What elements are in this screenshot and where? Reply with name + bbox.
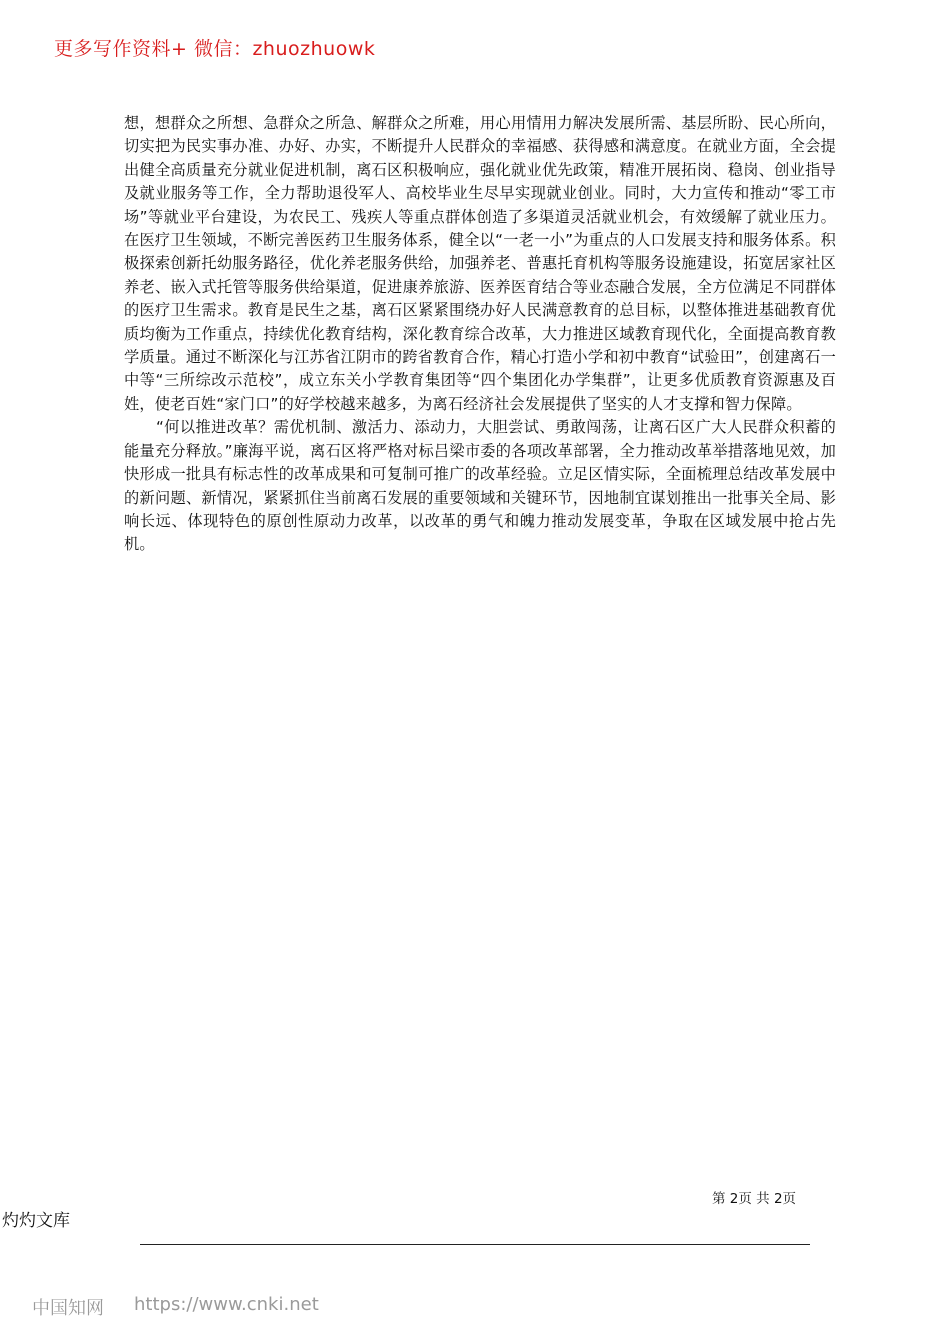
watermark-url: https://www.cnki.net [134, 1294, 319, 1315]
footer-divider [140, 1244, 810, 1245]
paragraph: “何以推进改革？需优机制、激活力、添动力，大胆尝试、勇敢闯荡，让离石区广大人民群众积蓄的能量充分释放。”廉海平说，离石区将严格对标吕梁市委的各项改革部署，全力推动改革举措落地见效，加快形成一批具有标志性的改革成果和可复制可推广的改革经验。立足区情实际，全面梳理总结改革发展中的新问题、新情况，紧紧抓住当前离石发展的重要领域和关键环节，因地制宜谋划推出一批事关全局、影响长远、体现特色的原创性原动力改革，以改革的勇气和魄力推动发展变革，争取在区域发展中抢占先机。 [124, 418, 836, 554]
library-name: 灼灼文库 [2, 1211, 70, 1231]
article-body [124, 112, 836, 557]
page-number: 第 2页 共 2页 [712, 1191, 797, 1207]
paragraph: 想，想群众之所想、急群众之所急、解群众之所难，用心用情用力解决发展所需、基层所盼、民心所向，切实把为民实事办准、办好、办实，不断提升人民群众的幸福感、获得感和满意度。在就业方面，全会提出健全高质量充分就业促进机制，离石区积极响应，强化就业优先政策，精准开展拓岗、稳岗、创业指导及就业服务等工作，全力帮助退役军人、高校毕业生尽早实现就业创业。同时，大力宣传和推动“零工市场”等就业平台建设，为农民工、残疾人等重点群体创造了多渠道灵活就业机会，有效缓解了就业压力。在医疗卫生领域，不断完善医药卫生服务体系，健全以“一老一小”为重点的人口发展支持和服务体系。积极探索创新托幼服务路径，优化养老服务供给，加强养老、普惠托育机构等服务设施建设，拓宽居家社区养老、嵌入式托管等服务供给渠道，促进康养旅游、医养医育结合等业态融合发展，全方位满足不同群体的医疗卫生需求。教育是民生之基，离石区紧紧围绕办好人民满意教育的总目标，以整体推进基础教育优质均衡为工作重点，持续优化教育结构，深化教育综合改革，大力推进区域教育现代化，全面提高教育教学质量。通过不断深化与江苏省江阴市的跨省教育合作，精心打造小学和初中教育“试验田”，创建离石一中等“三所综改示范校”，成立东关小学教育集团等“四个集团化办学集群”，让更多优质教育资源惠及百姓，使老百姓“家门口”的好学校越来越多，为离石经济社会发展提供了坚实的人才支撑和智力保障。 [124, 114, 836, 413]
watermark-logo: 中国知网 [32, 1298, 104, 1319]
promo-banner: 更多写作资料+ 微信：zhuozhuowk [54, 38, 376, 60]
